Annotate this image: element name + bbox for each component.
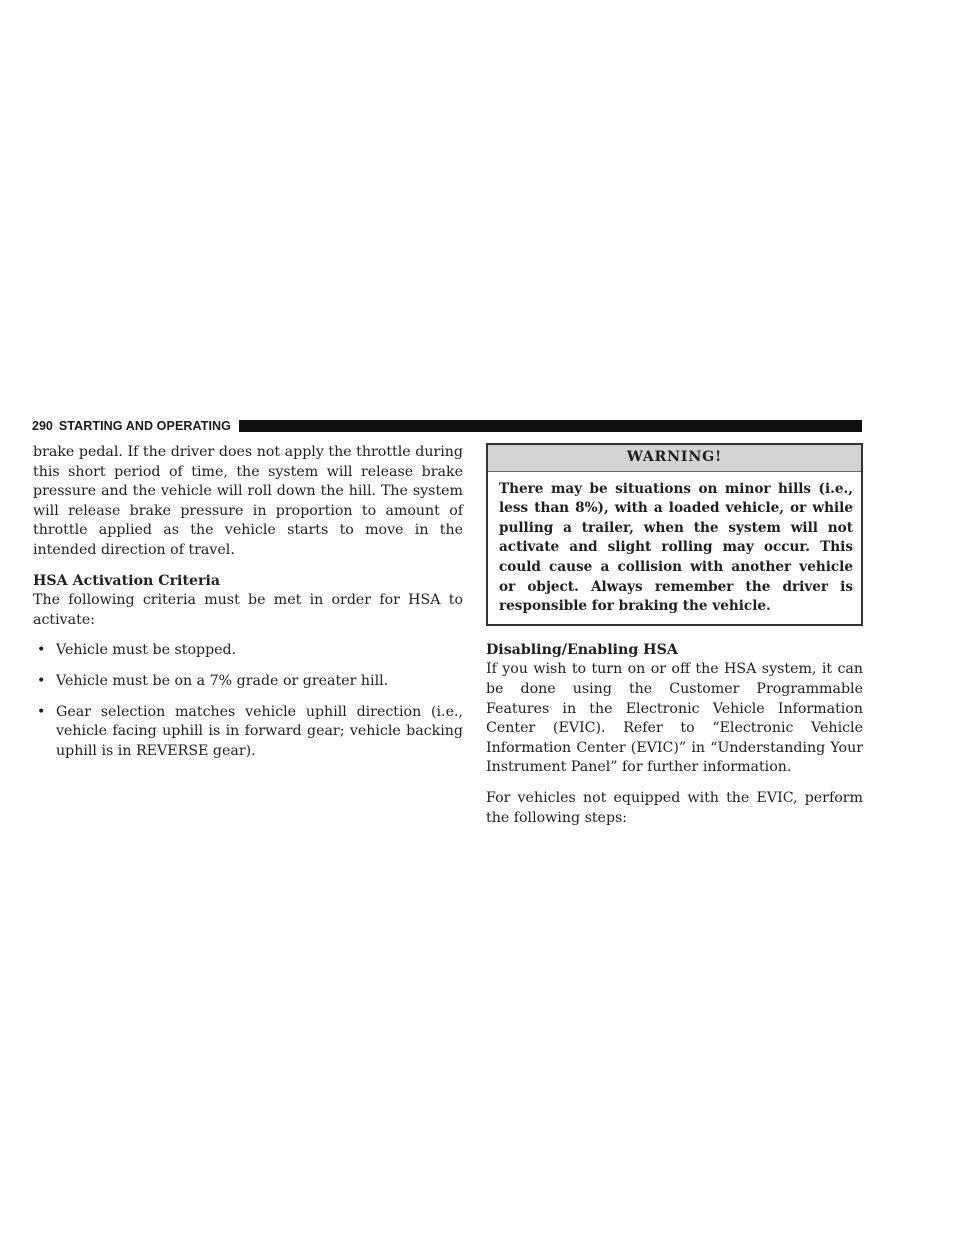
right-column [486, 443, 863, 839]
list-item-text: Vehicle must be stopped. [56, 642, 237, 659]
disabling-paragraph: If you wish to turn on or off the HSA system, it can be done using the Customer Programmable Features in the Electronic Vehicle Information Center (EVIC). Refer to “Electronic Vehicle Information Center (EVIC)” in “Understanding Your Instrument Panel” for further information. [486, 661, 863, 776]
disabling-enabling-heading: Disabling/Enabling HSA [486, 641, 678, 658]
evic-steps-paragraph: For vehicles not equipped with the EVIC, perform the following steps: [486, 789, 863, 826]
section-title: STARTING AND OPERATING [58, 419, 231, 433]
list-item [33, 641, 463, 661]
warning-title: WARNING! [488, 445, 861, 472]
criteria-lead-paragraph: The following criteria must be met in order for HSA to activate: [33, 592, 463, 628]
bullet-icon: • [37, 672, 46, 689]
list-item-text: Vehicle must be on a 7% grade or greater hill. [56, 672, 389, 689]
left-column [33, 443, 463, 772]
page-number: 290 [32, 419, 53, 433]
page-header [32, 418, 862, 434]
criteria-list [33, 641, 463, 761]
warning-text: There may be situations on minor hills (i.e., less than 8%), with a loaded vehicle, or while pulling a trailer, when the system will not activate and slight rolling may occur. This could cause a collision with another vehicle or object. Always remember the driver is responsible for braking the vehicle. [499, 480, 853, 615]
hsa-activation-heading: HSA Activation Criteria [33, 572, 221, 589]
bullet-icon: • [37, 642, 46, 659]
bullet-icon: • [37, 703, 46, 720]
list-item [33, 672, 463, 692]
list-item-text: Gear selection matches vehicle uphill direction (i.e., vehicle facing uphill is in forward gear; vehicle backing uphill is in REVERSE gear). [56, 703, 463, 759]
intro-paragraph: brake pedal. If the driver does not apply the throttle during this short period of time, the system will release brake pressure and the vehicle will roll down the hill. The system will release brake pressure in proportion to amount of throttle applied as the vehicle starts to move in the intended direction of travel. [33, 444, 463, 558]
header-rule [239, 420, 862, 432]
warning-box [486, 443, 863, 626]
list-item [33, 703, 463, 762]
